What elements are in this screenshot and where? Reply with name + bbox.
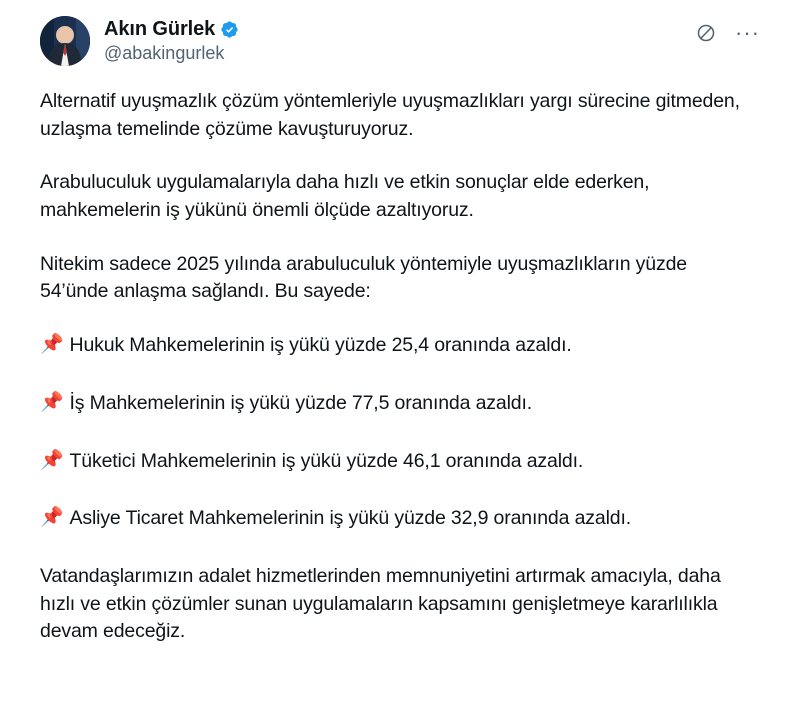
tweet-text [40, 88, 760, 646]
list-item-label: Tüketici Mahkemelerinin iş yükü yüzde 46,1 oranında azaldı. [69, 449, 584, 472]
pushpin-icon: 📌 [40, 449, 64, 471]
list-item [40, 448, 760, 476]
verified-badge-icon [220, 20, 239, 39]
list-item-label: Asliye Ticaret Mahkemelerinin iş yükü yüzde 32,9 oranında azaldı. [69, 507, 631, 530]
list-item [40, 505, 760, 533]
pushpin-icon: 📌 [40, 391, 64, 413]
account-name-block [104, 16, 239, 64]
list-item-label: İş Mahkemelerinin iş yükü yüzde 77,5 oranında azaldı. [69, 391, 532, 414]
paragraph-1: Alternatif uyuşmazlık çözüm yöntemleriyle uyuşmazlıkları yargı sürecine gitmeden, uzlaşma temelinde çözüme kavuşturuyoruz. [40, 90, 740, 140]
display-name[interactable]: Akın Gürlek [104, 18, 216, 40]
list-item [40, 332, 760, 360]
paragraph-3: Nitekim sadece 2025 yılında arabuluculuk yöntemiyle uyuşmazlıkların yüzde 54’ünde anlaşma sağlandı. Bu sayede: [40, 252, 687, 303]
name-row [104, 18, 239, 40]
list-item-label: Hukuk Mahkemelerinin iş yükü yüzde 25,4 oranında azaldı. [69, 334, 572, 357]
pushpin-icon: 📌 [40, 334, 64, 356]
closing-paragraph: Vatandaşlarımızın adalet hizmetlerinden memnuniyetini artırmak amacıyla, daha hızlı ve etkin çözümler sunan uygulamaların kapsamını genişletmeye kararlılıkla devam edeceğiz. [40, 564, 721, 643]
statistics-list [40, 332, 760, 533]
tweet-header [40, 16, 760, 74]
account-handle[interactable]: @abakingurlek [104, 43, 225, 63]
avatar[interactable] [40, 16, 90, 66]
more-options-icon[interactable]: ··· [735, 20, 760, 45]
paragraph-2: Arabuluculuk uygulamalarıyla daha hızlı ve etkin sonuçlar elde ederken, mahkemelerin iş yükünü önemli ölçüde azaltıyoruz. [40, 171, 650, 222]
header-actions [695, 16, 760, 44]
pushpin-icon: 📌 [40, 507, 64, 529]
grok-icon[interactable] [695, 22, 717, 44]
list-item [40, 390, 760, 418]
